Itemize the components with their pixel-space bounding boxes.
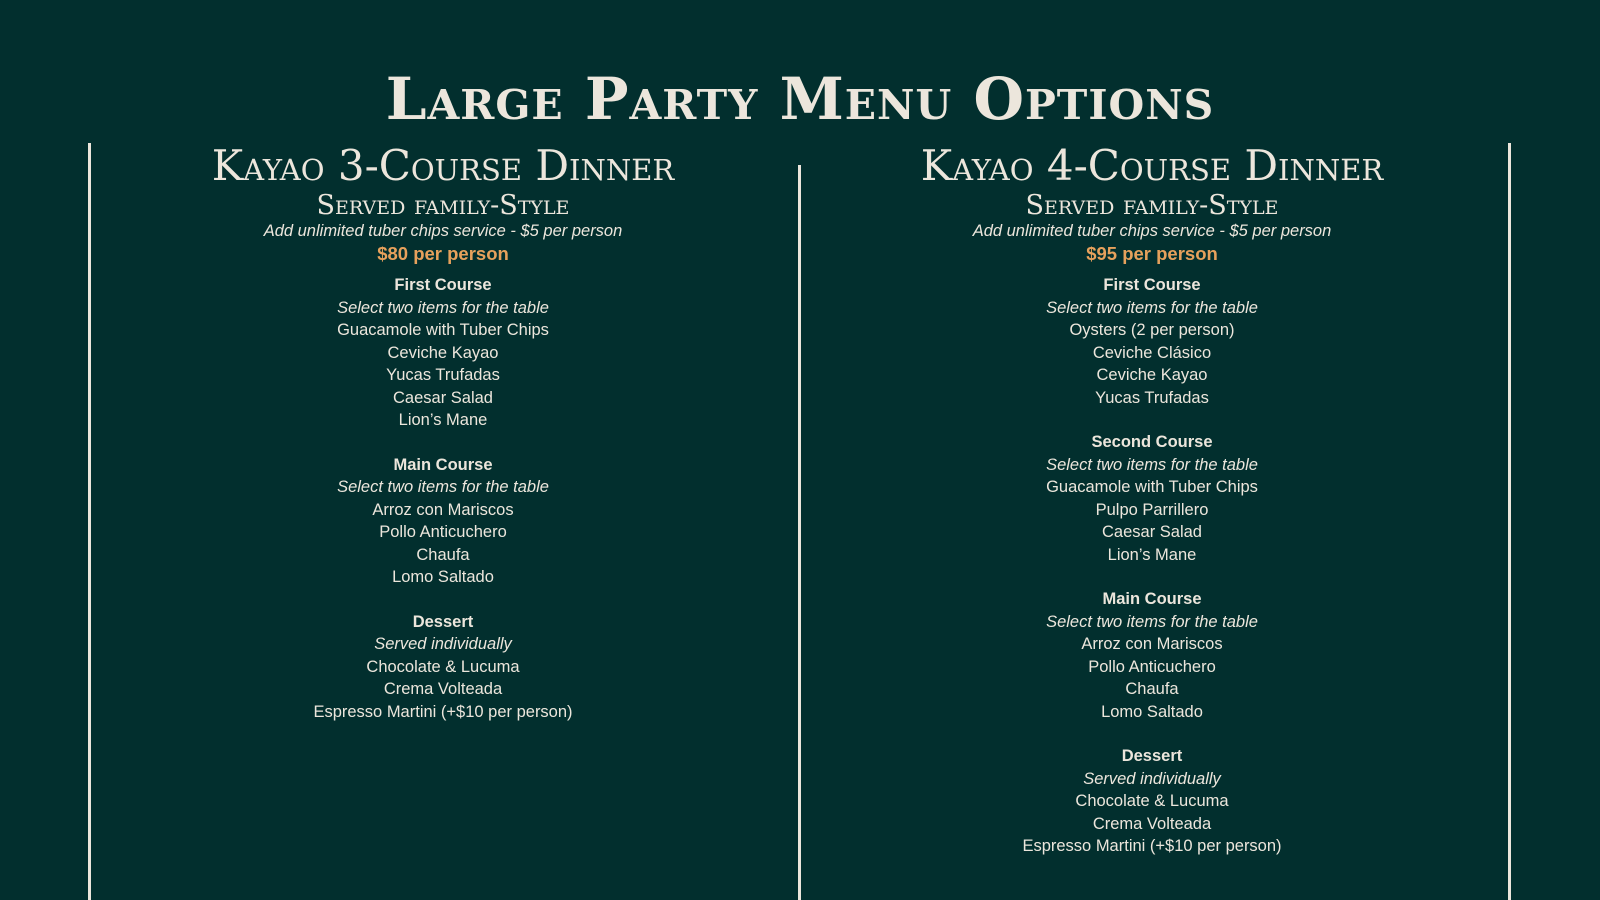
menu-item: Espresso Martini (+$10 per person): [1022, 837, 1282, 855]
menu-item: Guacamole with Tuber Chips: [337, 321, 549, 339]
menu-item: Lomo Saltado: [392, 568, 494, 586]
menu-item: Yucas Trufadas: [1095, 388, 1209, 407]
menu-price: $95 per person: [1086, 243, 1218, 264]
course-name: Second Course: [1091, 433, 1213, 451]
menu-item: Yucas Trufadas: [386, 366, 500, 384]
menu-item: Ceviche Clásico: [1092, 343, 1212, 362]
course-section: [832, 588, 1472, 723]
page-title: Large Party Menu Options: [385, 65, 1215, 133]
course-name: Dessert: [1121, 747, 1183, 765]
course-note: Select two items for the table: [337, 298, 549, 317]
course-note: Served individually: [1083, 769, 1221, 788]
course-note: Select two items for the table: [1046, 298, 1258, 317]
menu-item: Chocolate & Lucuma: [1075, 792, 1229, 810]
right-divider: [1508, 143, 1511, 900]
menu-title: Kayao 3-Course Dinner: [211, 141, 675, 190]
menu-item: Pulpo Parrillero: [1095, 500, 1209, 519]
menu-item: Crema Volteada: [1092, 814, 1212, 833]
menu-title: Kayao 4-Course Dinner: [920, 141, 1384, 190]
menu-item: Caesar Salad: [1102, 523, 1202, 541]
course-note: Select two items for the table: [1046, 612, 1258, 631]
course-name: Main Course: [1102, 590, 1202, 608]
menu-item: Pollo Anticuchero: [379, 523, 507, 541]
menu-subtitle: Served family-Style: [1025, 190, 1279, 221]
menu-item: Chocolate & Lucuma: [366, 657, 520, 676]
menu-item: Chaufa: [1125, 680, 1179, 698]
left-divider: [88, 143, 91, 900]
menu-item: Chaufa: [416, 545, 470, 564]
menu-column-3-course: [123, 140, 763, 745]
course-section: [832, 745, 1472, 858]
course-note: Served individually: [374, 635, 512, 653]
menu-item: Pollo Anticuchero: [1088, 657, 1216, 676]
menu-item: Ceviche Kayao: [387, 343, 499, 362]
course-section: [123, 454, 763, 589]
menu-item: Oysters (2 per person): [1069, 321, 1235, 339]
menu-item: Lion’s Mane: [1107, 545, 1197, 564]
course-name: Main Course: [393, 455, 493, 474]
menu-item: Arroz con Mariscos: [1081, 635, 1223, 653]
addon-note: Add unlimited tuber chips service - $5 per person: [972, 222, 1332, 240]
center-divider: [798, 165, 801, 900]
menu-item: Crema Volteada: [383, 680, 503, 698]
course-section: [832, 431, 1472, 566]
menu-column-4-course: [832, 140, 1472, 880]
course-name: First Course: [394, 276, 492, 294]
menu-item: Lomo Saltado: [1101, 702, 1203, 721]
menu-item: Ceviche Kayao: [1096, 366, 1208, 384]
menu-item: Caesar Salad: [393, 388, 493, 407]
menu-price: $80 per person: [377, 243, 509, 264]
menu-item: Lion’s Mane: [398, 411, 488, 429]
course-section: [123, 611, 763, 724]
menu-item: Espresso Martini (+$10 per person): [313, 702, 573, 721]
menu-item: Guacamole with Tuber Chips: [1046, 478, 1258, 496]
course-note: Select two items for the table: [1046, 455, 1258, 474]
addon-note: Add unlimited tuber chips service - $5 per person: [263, 222, 623, 240]
menu-item: Arroz con Mariscos: [372, 500, 514, 519]
course-name: First Course: [1103, 276, 1201, 294]
menu-subtitle: Served family-Style: [316, 190, 570, 221]
course-note: Select two items for the table: [337, 478, 549, 496]
course-section: [832, 274, 1472, 409]
course-section: [123, 274, 763, 432]
course-name: Dessert: [412, 612, 474, 631]
